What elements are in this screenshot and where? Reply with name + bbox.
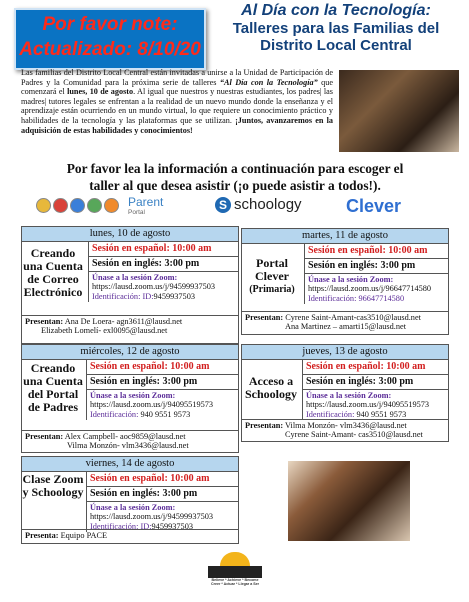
session-spanish-time: Sesión en español: 10:00 am — [89, 242, 238, 257]
sun-icon — [220, 552, 250, 566]
presenters-label: Presentan: — [245, 313, 284, 322]
instructions-line-1: Por favor lea la información a continuación para escoger el — [66, 161, 404, 176]
session-english-time: Sesión en inglés: 3:00 pm — [305, 259, 448, 274]
presenters — [242, 419, 448, 441]
presenters — [242, 311, 448, 333]
zoom-id-label: Identificación: ID: — [90, 521, 152, 531]
family-laptop-photo — [339, 70, 459, 152]
zoom-info — [305, 274, 448, 304]
presenter-1: Equipo PACE — [60, 531, 108, 540]
presenter-2: Cyrene Saint-Amant- cas3510@lausd.net — [285, 430, 423, 440]
session-english-time: Sesión en inglés: 3:00 pm — [87, 487, 238, 502]
parent-portal-logo — [128, 195, 163, 216]
instructions-heading — [20, 160, 450, 194]
presenters-label: Presentan: — [25, 432, 64, 441]
zoom-join-label: Únase a la sesión Zoom: — [92, 273, 178, 282]
zoom-id: 9459937503 — [151, 521, 193, 531]
zoom-info — [303, 390, 448, 420]
session-title: Creando una Cuenta del Portal de Padres — [23, 361, 83, 414]
presenter-2: Elizabeth Lomelí- exl0095@lausd.net — [41, 326, 168, 336]
presenters — [22, 430, 238, 452]
zoom-id-label: Identificación: — [308, 293, 357, 303]
zoom-id-label: Identificación: — [90, 409, 139, 419]
session-english-time: Sesión en inglés: 3:00 pm — [87, 375, 238, 390]
update-notice-banner — [14, 8, 206, 70]
session-date: miércoles, 12 de agosto — [22, 345, 238, 360]
presenter-1: Ana De Loera- agn3611@lausd.net — [64, 317, 183, 326]
intro-text-2: que comenzará el — [21, 77, 333, 97]
presenters-label: Presentan: — [25, 317, 64, 326]
session-box-tuesday — [241, 228, 449, 335]
intro-paragraph — [21, 68, 333, 135]
zoom-id: 940 9551 9573 — [140, 409, 191, 419]
zoom-id-label: Identificación: — [306, 409, 355, 419]
intro-series-name: “Al Día con la Tecnología” — [219, 77, 318, 87]
intro-closing: ¡Juntos, avanzaremos en la adquisición de estas habilidades y conocimientos! — [21, 115, 333, 135]
flyer-subtitle-2: Distrito Local Central — [260, 37, 412, 54]
city-skyline-icon — [208, 566, 262, 578]
portal-logo-text: Portal — [128, 209, 145, 216]
session-details — [88, 242, 238, 302]
zoom-join-label: Únase a la sesión Zoom: — [90, 503, 176, 512]
session-details — [304, 244, 448, 304]
session-box-friday — [21, 456, 239, 544]
intro-text-1: Las familias del Distrito Local Central están invitadas a unirse a la Unidad de Participación de Padres y la Comunidad para la próxima serie de talleres — [21, 68, 333, 87]
flyer-header — [210, 2, 462, 54]
district-seal-icon — [36, 198, 51, 213]
zoom-link[interactable]: https://lausd.zoom.us/j/94095519573 — [90, 400, 214, 410]
schoology-logo — [215, 196, 302, 213]
presenter-1: Vilma Monzón- vlm3436@lausd.net — [285, 421, 407, 430]
session-english-time: Sesión en inglés: 3:00 pm — [303, 375, 448, 390]
instructions-line-2: taller al que desea asistir (¡o puede asistir a todos!). — [89, 178, 381, 193]
zoom-info — [89, 272, 238, 302]
session-date: viernes, 14 de agosto — [22, 457, 238, 472]
zoom-id: 940 9551 9573 — [356, 409, 407, 419]
community-logo-icon — [87, 198, 102, 213]
session-box-wednesday — [21, 344, 239, 453]
footer-motto-english: Believe * Achieve * Become — [211, 578, 259, 582]
schoology-s-icon: S — [215, 197, 231, 213]
presenters-label: Presentan: — [245, 421, 284, 430]
zoom-info — [87, 502, 238, 532]
session-details — [86, 472, 238, 532]
session-date: martes, 11 de agosto — [242, 229, 448, 244]
session-title — [242, 257, 302, 296]
session-box-thursday — [241, 344, 449, 442]
footer-motto-spanish: Creer * Actuar * Llegar a Ser — [210, 582, 259, 586]
zoom-join-label: Únase a la sesión Zoom: — [90, 391, 176, 400]
zoom-link[interactable]: https://lausd.zoom.us/j/96647714580 — [308, 284, 432, 294]
presenters-label: Presenta: — [25, 531, 59, 540]
flyer-title: Al Día con la Tecnología: — [241, 2, 431, 19]
family-learning-photo — [288, 461, 410, 541]
session-spanish-time: Sesión en español: 10:00 am — [87, 472, 238, 487]
clever-logo: Clever — [346, 196, 402, 216]
notice-line-2: Actualizado: 8/10/20 — [19, 39, 201, 60]
school-logo-icon — [53, 198, 68, 213]
session-date: lunes, 10 de agosto — [22, 227, 238, 242]
session-details — [86, 360, 238, 420]
intro-text-3: . Al igual que nuestros y nuestras estudiantes, los padres| las madres| tutores legales se enfrentan a la realidad de un nuevo mundo donde la enseñanza y el aprendizaje están ocurriendo en un mundo virtual, lo que requiere un conocimiento práctico y habilidades de la tecnología y las plataformas que se utilizan. — [21, 87, 333, 125]
notice-line-1: Por favor note: — [42, 14, 178, 35]
session-details — [302, 360, 448, 420]
zoom-id: 96647714580 — [358, 293, 405, 303]
presenters — [22, 529, 238, 541]
session-spanish-time: Sesión en español: 10:00 am — [303, 360, 448, 375]
session-spanish-time: Sesión en español: 10:00 am — [87, 360, 238, 375]
zoom-id-label: Identificación: ID: — [92, 291, 154, 301]
presenter-2: Vilma Monzón- vlm3436@lausd.net — [67, 441, 189, 451]
session-title: Clase Zoom y Schoology — [22, 472, 84, 499]
session-title-main: Portal Clever — [255, 256, 289, 283]
zoom-info — [87, 390, 238, 420]
session-box-monday — [21, 226, 239, 344]
presenters — [22, 315, 238, 337]
zoom-link[interactable]: https://lausd.zoom.us/j/94599937503 — [90, 512, 214, 522]
parent-portal-mark-icon — [104, 198, 119, 213]
session-title: Creando una Cuenta de Correo Electrónico — [23, 246, 83, 299]
zoom-join-label: Únase a la sesión Zoom: — [308, 275, 394, 284]
zoom-join-label: Únase a la sesión Zoom: — [306, 391, 392, 400]
presenter-1: Alex Campbell- aoc9859@lausd.net — [64, 432, 186, 441]
session-title-sub: (Primaria) — [249, 284, 295, 295]
zoom-link[interactable]: https://lausd.zoom.us/j/94599937503 — [92, 282, 216, 292]
family-logo-icon — [70, 198, 85, 213]
zoom-id: 9459937503 — [153, 291, 195, 301]
district-footer-logo — [205, 552, 265, 598]
presenter-1: Cyrene Saint-Amant-cas3510@lausd.net — [285, 313, 421, 322]
session-spanish-time: Sesión en español: 10:00 am — [305, 244, 448, 259]
zoom-link[interactable]: https://lausd.zoom.us/j/94095519573 — [306, 400, 430, 410]
session-date: jueves, 13 de agosto — [242, 345, 448, 360]
schoology-logo-text: schoology — [234, 196, 302, 213]
presenter-2: Ana Martinez – amarti15@lausd.net — [285, 322, 406, 332]
flyer-subtitle-1: Talleres para las Familias del — [232, 20, 440, 37]
parent-logo-text: Parent — [128, 195, 164, 209]
session-title: Acceso a Schoology — [244, 374, 297, 401]
intro-start-date: lunes, 10 de agosto — [67, 87, 134, 97]
session-english-time: Sesión en inglés: 3:00 pm — [89, 257, 238, 272]
